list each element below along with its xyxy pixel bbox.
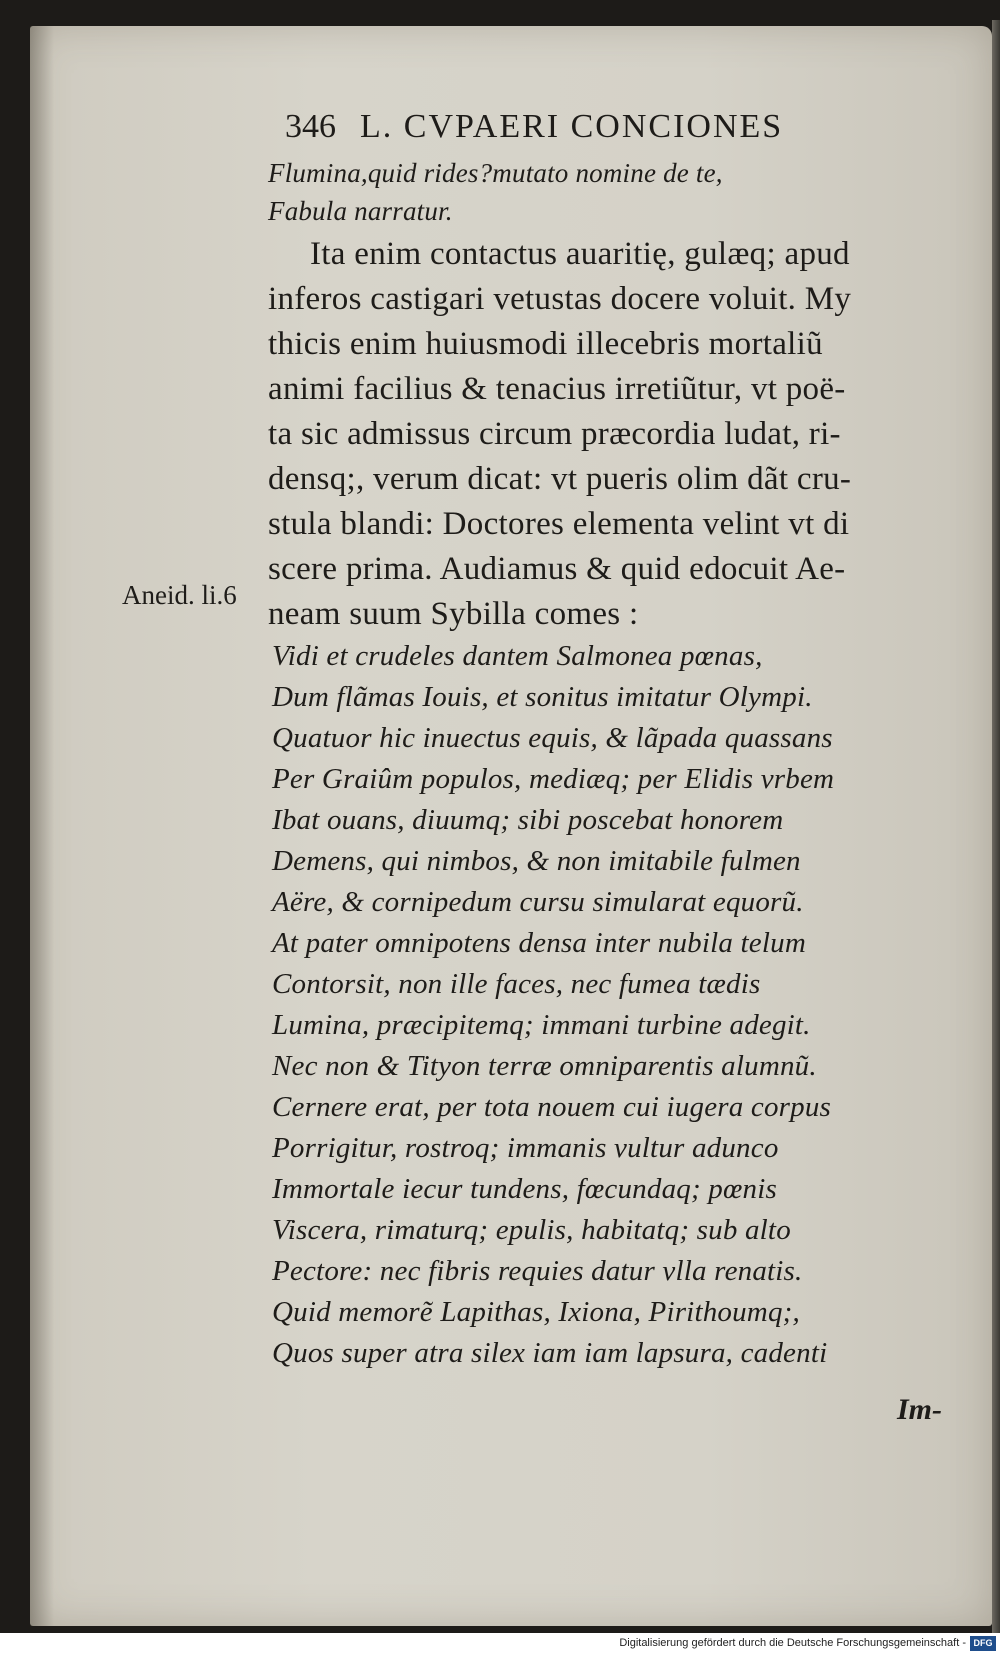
text-line: inferos castigari vetustas docere voluit. My [268, 281, 852, 317]
verse-line: Aëre, & cornipedum cursu simularat equorũ. [272, 886, 804, 918]
text-line: neam suum Sybilla comes : [268, 596, 639, 632]
text-line: ta sic admissus circum præcordia ludat, ri- [268, 416, 841, 452]
page-number: 346 [285, 108, 336, 145]
text-line: thicis enim huiusmodi illecebris mortaliũ [268, 326, 823, 362]
verse-line: Demens, qui nimbos, & non imitabile fulmen [272, 845, 801, 877]
text-line: animi facilius & tenacius irretiũtur, vt poë- [268, 371, 846, 407]
verse-line: Quid memorẽ Lapithas, Ixiona, Pirithoumq;, [272, 1296, 800, 1328]
verse-line: Quatuor hic inuectus equis, & lãpada quassans [272, 722, 833, 754]
verse-line: Contorsit, non ille faces, nec fumea tædis [272, 968, 761, 1000]
verse-line: Cernere erat, per tota nouem cui iugera corpus [272, 1091, 832, 1123]
book-edge [992, 20, 1000, 1635]
verse-line: Pectore: nec fibris requies datur vlla renatis. [272, 1255, 803, 1287]
text-line: Flumina,quid rides?mutato nomine de te, [268, 158, 723, 188]
running-head-title: L. CVPAERI CONCIONES [360, 108, 784, 145]
verse-line: Lumina, præcipitemq; immani turbine adegit. [272, 1009, 811, 1041]
verse-line: Vidi et crudeles dantem Salmonea pœnas, [272, 640, 763, 672]
running-header [285, 108, 783, 146]
verse-line: Porrigitur, rostroq; immanis vultur adunco [272, 1132, 779, 1164]
text-line: stula blandi: Doctores elementa velint vt di [268, 506, 850, 542]
text-line: Ita enim contactus auaritię, gulæq; apud [310, 236, 850, 272]
text-line: densq;, verum dicat: vt pueris olim dãt cru- [268, 461, 852, 497]
gutter-shadow [30, 26, 54, 1626]
verse-line: At pater omnipotens densa inter nubila telum [272, 927, 806, 959]
funding-credit: Digitalisierung gefördert durch die Deutsche Forschungsgemeinschaft - [619, 1637, 966, 1649]
text-line: scere prima. Audiamus & quid edocuit Ae- [268, 551, 846, 587]
verse-line: Immortale iecur tundens, fœcundaq; pœnis [272, 1173, 777, 1205]
verse-line: Quos super atra silex iam iam lapsura, cadenti [272, 1337, 828, 1369]
catchword: Im- [897, 1393, 942, 1426]
verse-line: Viscera, rimaturq; epulis, habitatq; sub alto [272, 1214, 791, 1246]
text-line: Fabula narratur. [268, 196, 453, 226]
verse-line: Dum flãmas Iouis, et sonitus imitatur Olympi. [272, 681, 813, 713]
verse-line: Ibat ouans, diuumq; sibi poscebat honorem [272, 804, 784, 836]
verse-line: Nec non & Tityon terræ omniparentis alumnũ. [272, 1050, 817, 1082]
dfg-logo: DFG [970, 1636, 996, 1651]
margin-note: Aneid. li.6 [122, 580, 237, 610]
digitization-footer [0, 1633, 1000, 1656]
verse-line: Per Graiûm populos, mediæq; per Elidis vrbem [272, 763, 835, 795]
